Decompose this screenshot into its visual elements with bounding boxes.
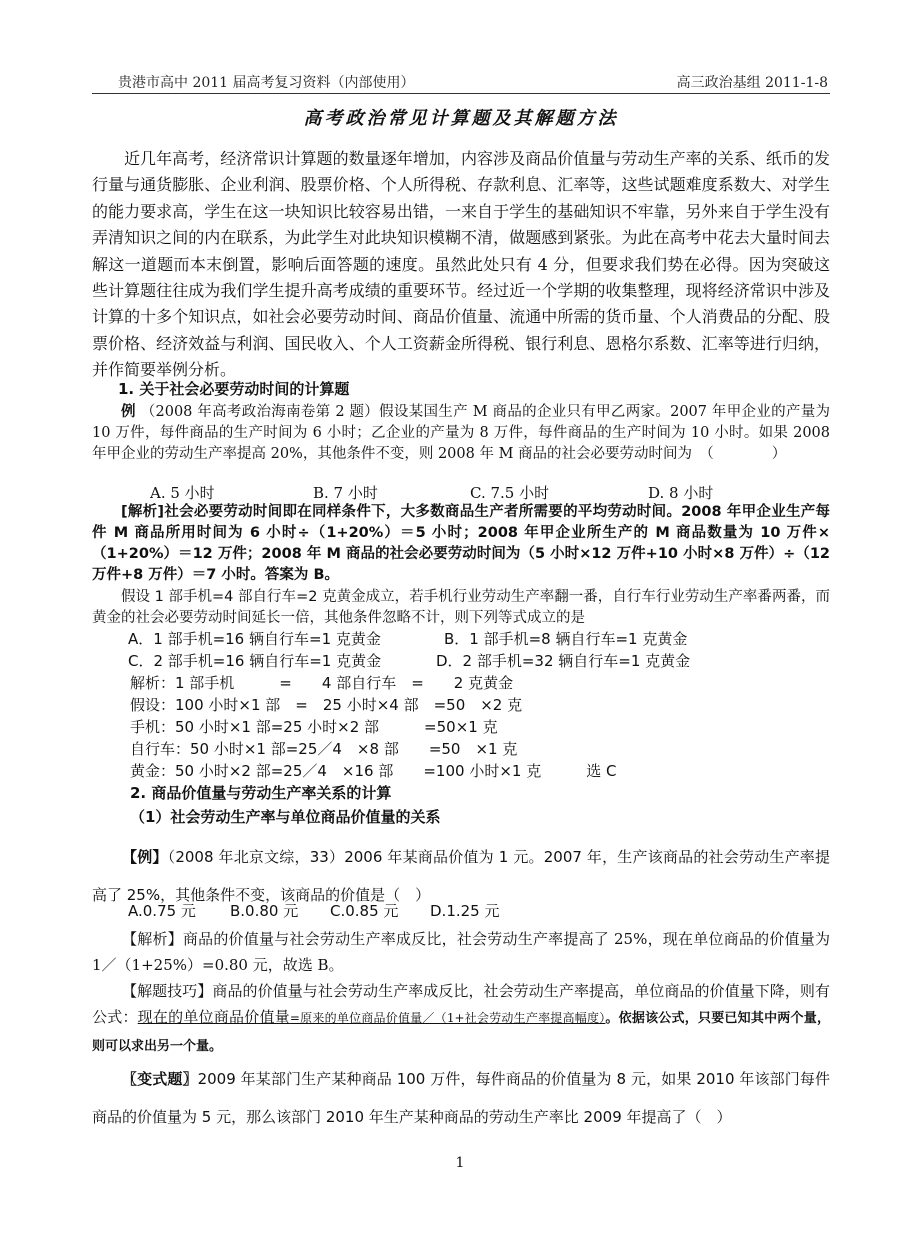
section2-option-a: A.0.75 元 xyxy=(128,902,196,920)
section2-option-d: D.1.25 元 xyxy=(430,902,500,920)
formula-part-c: 。依据该公式，只要已知其中两个量，则可以求出另一个量。 xyxy=(92,1011,830,1054)
header-left: 贵港市高中 2011 届高考复习资料（内部使用） xyxy=(118,75,415,91)
header-rule xyxy=(92,93,830,94)
section2-analysis xyxy=(92,926,830,978)
section2-subheading: （1）社会劳动生产率与单位商品价值量的关系 xyxy=(130,808,441,826)
tips-text: 商品的价值量与社会劳动生产率成反比，社会劳动生产率提高，单位商品的价值量下降，则有公式： xyxy=(92,982,830,1026)
formula-part-b: =原来的单位商品价值量／（1+社会劳动生产率提高幅度） xyxy=(289,1011,606,1025)
example-label: 例 xyxy=(121,403,136,420)
variant-label: 〖变式题〗 xyxy=(122,1070,198,1088)
section1-heading: 1. 关于社会必要劳动时间的计算题 xyxy=(118,380,350,398)
section1-option-a: A. 5 小时 xyxy=(150,484,215,502)
example2-label: 【例】 xyxy=(122,848,168,866)
question2-option-a: A．1 部手机=16 辆自行车=1 克黄金 xyxy=(128,630,381,648)
header-right: 高三政治基组 2011-1-8 xyxy=(676,75,828,91)
formula-part-a: 现在的单位商品价值量 xyxy=(137,1008,290,1026)
question2-solution-line: 假设：100 小时×1 部 = 25 小时×4 部 =50 ×2 克 xyxy=(130,696,523,714)
question2-solution-line: 解析：1 部手机 = 4 部自行车 = 2 克黄金 xyxy=(130,674,514,692)
variant-question xyxy=(92,1060,830,1136)
question2-solution-line: 黄金：50 小时×2 部=25／4 ×16 部 =100 小时×1 克 选 C xyxy=(130,762,617,780)
section2-option-c: C.0.85 元 xyxy=(330,902,399,920)
section2-heading: 2. 商品价值量与劳动生产率关系的计算 xyxy=(130,784,392,802)
document-title: 高考政治常见计算题及其解题方法 xyxy=(303,108,619,129)
example2-text: （2008 年北京文综，33）2006 年某商品价值为 1 元。2007 年，生产该商品的社会劳动生产率提高了 25%，其他条件不变，该商品的价值是（ ） xyxy=(92,848,830,904)
analysis-label: 【解析】 xyxy=(122,930,183,948)
section2-tips xyxy=(92,978,830,1060)
question2-solution-line: 自行车：50 小时×1 部=25／4 ×8 部 =50 ×1 克 xyxy=(130,740,518,758)
section2-option-b: B.0.80 元 xyxy=(230,902,299,920)
analysis-text: 商品的价值量与社会劳动生产率成反比，社会劳动生产率提高了 25%，现在单位商品的价值量为 1／（1+25%）=0.80 元，故选 B。 xyxy=(92,930,830,974)
intro-paragraph: 近几年高考，经济常识计算题的数量逐年增加，内容涉及商品价值量与劳动生产率的关系、纸币的发行量与通货膨胀、企业利润、股票价格、个人所得税、存款利息、汇率等，这些试题难度系数大、对学生的能力要求高，学生在这一块知识比较容易出错，一来自于学生的基础知识不牢靠，另外来自于学生没有弄清知识之间的内在联系，为此学生对此块知识模糊不清，做题感到紧张。为此在高考中花去大量时间去解这一道题而本末倒置，影响后面答题的速度。虽然此处只有 4 分，但要求我们势在必得。因为突破这些计算题往往成为我们学生提升高考成绩的重要环节。经过近一个学期的收集整理，现将经济常识中涉及计算的十多个知识点，如社会必要劳动时间、商品价值量、流通中所需的货币量、个人消费品的分配、股票价格、经济效益与利润、国民收入、个人工资薪金所得税、银行利息、恩格尔系数、汇率等进行归纳，并作简要举例分析。 xyxy=(92,149,830,380)
tips-label: 【解题技巧】 xyxy=(122,982,213,1000)
question2-option-c: C．2 部手机=16 辆自行车=1 克黄金 xyxy=(128,652,382,670)
section1-analysis: [解析]社会必要劳动时间即在同样条件下，大多数商品生产者所需要的平均劳动时间。2008 年甲企业生产每件 M 商品所用时间为 6 小时÷（1+20%）＝5 小时；2008 年甲企业所生产的 M 商品数量为 10 万件×（1+20%）＝12 万件；2008 年 M 商品的社会必要劳动时间为（5 小时×12 万件+10 小时×8 万件）÷（12 万件+8 万件）＝7 小时。答案为 B。 xyxy=(92,504,830,583)
page-number: 1 xyxy=(455,1155,465,1171)
question2-option-b: B．1 部手机=8 辆自行车=1 克黄金 xyxy=(444,630,688,648)
section1-option-b: B. 7 小时 xyxy=(313,484,378,502)
variant-text: 2009 年某部门生产某种商品 100 万件，每件商品的价值量为 8 元，如果 2010 年该部门每件商品的价值量为 5 元，那么该部门 2010 年生产某种商品的劳动生产率比 2009 年提高了（ ） xyxy=(92,1070,830,1126)
question2-option-d: D．2 部手机=32 辆自行车=1 克黄金 xyxy=(436,652,691,670)
section1-option-d: D. 8 小时 xyxy=(648,484,714,502)
question2-solution-line: 手机：50 小时×1 部=25 小时×2 部 =50×1 克 xyxy=(130,718,498,736)
section1-option-c: C. 7.5 小时 xyxy=(470,484,550,502)
section1-example xyxy=(92,401,830,465)
question2-text: 假设 1 部手机=4 部自行车=2 克黄金成立，若手机行业劳动生产率翻一番，自行车行业劳动生产率番两番，而黄金的社会必要劳动时间延长一倍，其他条件忽略不计，则下列等式成立的是 xyxy=(92,589,830,626)
example-text: （2008 年高考政治海南卷第 2 题）假设某国生产 M 商品的企业只有甲乙两家。2007 年甲企业的产量为 10 万件，每件商品的生产时间为 6 小时；乙企业的产量为 8 万件，每件商品的生产时间为 10 小时。如果 2008 年甲企业的劳动生产率提高 20%，其他条件不变，则 2008 年 M 商品的社会必要劳动时间为 （ ） xyxy=(92,404,830,462)
